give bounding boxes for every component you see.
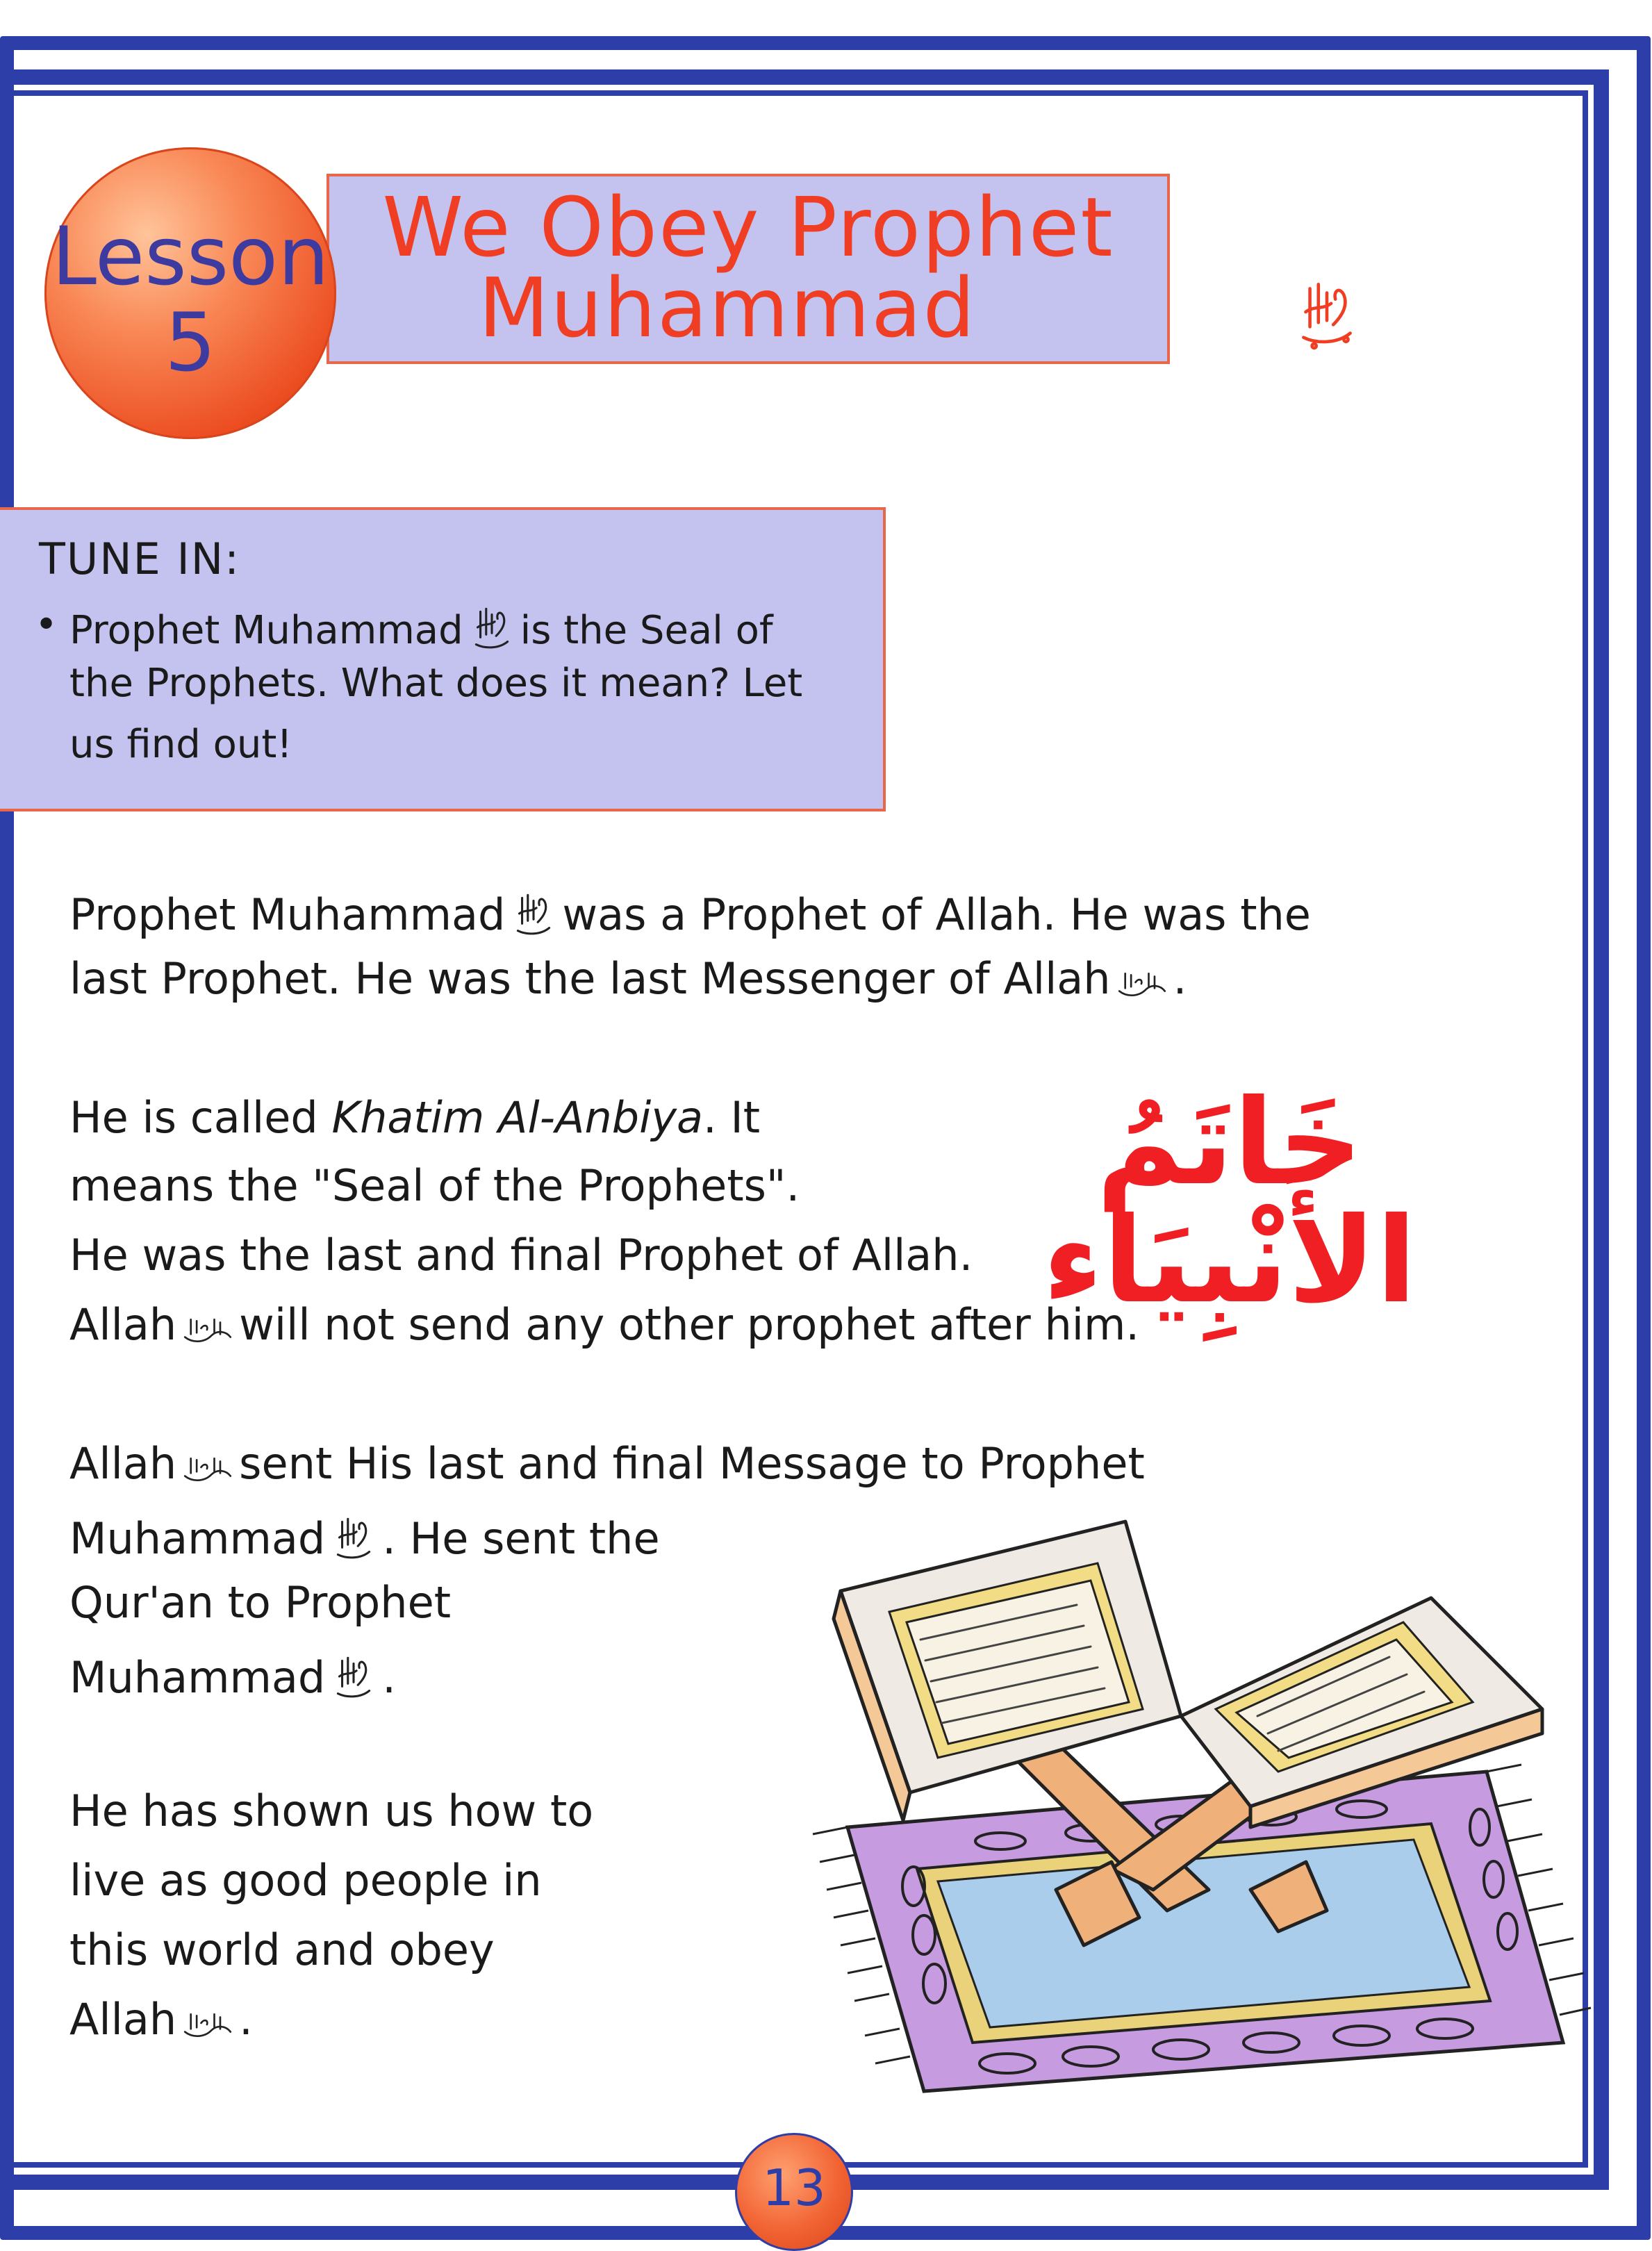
pbuh-calligraphy-icon bbox=[331, 1651, 377, 1702]
swt-calligraphy-icon bbox=[182, 2009, 233, 2040]
body-text-line: Muhammad . bbox=[69, 1652, 396, 1703]
body-text-line: last Prophet. He was the last Messenger of Allah . bbox=[69, 953, 1187, 1004]
body-text-line: Allah sent His last and final Message to Prophet bbox=[69, 1438, 1145, 1489]
page-number: 13 bbox=[762, 2159, 826, 2217]
quran-on-prayer-rug-illustration bbox=[764, 1501, 1598, 2098]
tune-in-heading: TUNE IN: bbox=[39, 534, 241, 584]
lesson-title-box bbox=[327, 174, 1170, 364]
bullet-point: • bbox=[35, 602, 58, 648]
tune-in-line: us find out! bbox=[69, 722, 292, 767]
page-number-badge bbox=[735, 2133, 853, 2251]
pbuh-calligraphy-icon bbox=[469, 602, 515, 653]
tune-in-box bbox=[0, 507, 886, 811]
swt-calligraphy-icon bbox=[1116, 968, 1168, 999]
body-text-line: Allah . bbox=[69, 1994, 253, 2045]
body-text-line: Allah will not send any other prophet after him. bbox=[69, 1299, 1140, 1350]
body-text-line: this world and obey bbox=[69, 1924, 495, 1975]
body-text-line: He has shown us how to bbox=[69, 1786, 594, 1836]
body-text-line: Qur'an to Prophet bbox=[69, 1577, 452, 1628]
body-text-line: means the "Seal of the Prophets". bbox=[69, 1160, 800, 1211]
swt-calligraphy-icon bbox=[182, 1314, 233, 1345]
tune-in-line: the Prophets. What does it mean? Let bbox=[69, 661, 803, 706]
body-text-line: live as good people in bbox=[69, 1855, 542, 1906]
pbuh-calligraphy-icon bbox=[511, 888, 556, 939]
pbuh-calligraphy-icon bbox=[1295, 274, 1359, 350]
tune-in-line: Prophet Muhammad is the Seal of bbox=[69, 602, 773, 653]
body-text-line: He is called Khatim Al-Anbiya. It bbox=[69, 1092, 761, 1143]
body-text-line: He was the last and final Prophet of Allah. bbox=[69, 1230, 973, 1280]
pbuh-calligraphy-icon bbox=[331, 1512, 377, 1563]
lesson-label: Lesson bbox=[51, 210, 329, 304]
italic-term: Khatim Al-Anbiya bbox=[331, 1092, 704, 1143]
swt-calligraphy-icon bbox=[182, 1453, 233, 1484]
lesson-title-line1: We Obey Prophet bbox=[382, 179, 1114, 275]
arabic-heading: خَاتَمُ الأَنْبِيَاء bbox=[1042, 1074, 1417, 1330]
body-text-line: Prophet Muhammad was a Prophet of Allah. He was the bbox=[69, 889, 1311, 940]
lesson-title-line2: Muhammad bbox=[478, 260, 977, 356]
lesson-number-circle bbox=[44, 147, 336, 439]
lesson-number: 5 bbox=[165, 296, 216, 390]
body-text-line: Muhammad . He sent the bbox=[69, 1513, 660, 1564]
